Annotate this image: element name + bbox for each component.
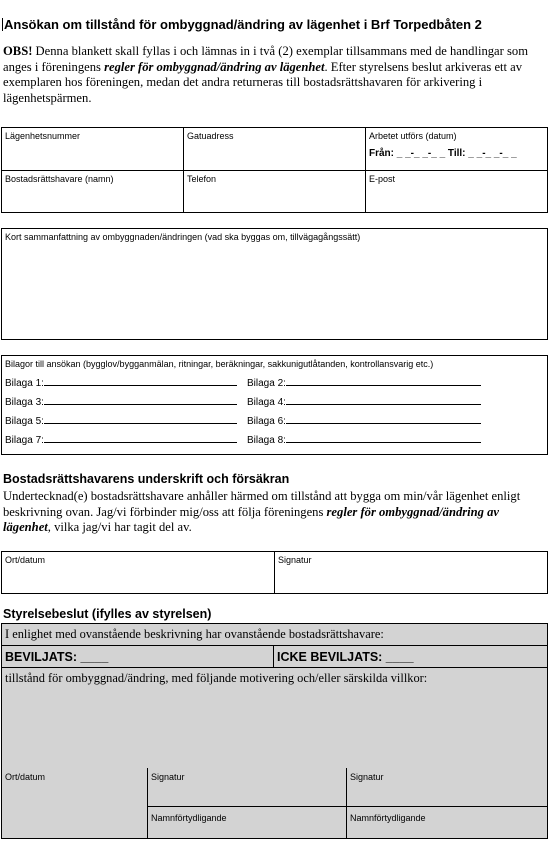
- holder-signature-field[interactable]: Signatur: [278, 555, 312, 565]
- work-date-label: Arbetet utförs (datum): [369, 131, 457, 141]
- obs-text-1: Denna blankett skall fyllas i och lämnas in i två (2) exemplar tillsammans med de handlingar som anges i föreningens: [3, 44, 528, 74]
- board-signature-2-field[interactable]: Signatur: [350, 772, 384, 782]
- certification-heading: Bostadsrättshavarens underskrift och försäkran: [3, 472, 290, 486]
- summary-label: Kort sammanfattning av ombyggnaden/ändringen (vad ska byggas om, tillvägagångssätt): [5, 232, 361, 242]
- document-title: [2, 17, 482, 32]
- not-approved-option[interactable]: ICKE BEVILJATS: ____: [277, 650, 414, 664]
- certification-text: Undertecknad(e) bostadsrättshavare anhåller härmed om tillstånd att bygga om min/vår lägenhet enligt beskrivning ovan. Jag/vi förbinder mig/oss att följa föreningens regler för ombyggnad/ändring av lägenhet, vilka jag/vi har tagit del av.: [3, 489, 521, 534]
- attachments-label: Bilagor till ansökan (bygglov/bygganmälan, ritningar, beräkningar, sakkunigutlåtanden, kontrollansvarig etc.): [5, 359, 434, 369]
- obs-notice: [3, 44, 546, 106]
- board-decision-divider: [273, 645, 274, 667]
- work-date-range-field[interactable]: Från: _ _-_ _-_ _ Till: _ _-_ _-_ _: [369, 148, 517, 159]
- board-name-clarification-1-field[interactable]: Namnförtydligande: [151, 813, 227, 823]
- attachment-7-field[interactable]: Bilaga 7:: [5, 434, 237, 446]
- text-cursor: [2, 18, 3, 31]
- holder-name-field[interactable]: Bostadsrättshavare (namn): [5, 174, 114, 184]
- approved-option[interactable]: BEVILJATS: ____: [5, 650, 109, 664]
- attachment-1-field[interactable]: Bilaga 1:: [5, 377, 237, 389]
- board-row-divider-2: [1, 667, 548, 668]
- obs-text-2: . Efter styrelsens beslut arkiveras ett av exemplaren hos föreningen, medan det andra returneras till bostadsrättshavaren för arkivering i lägenhetspärmen.: [3, 59, 523, 105]
- certification-emphasis: regler för ombyggnad/ändring av lägenhet: [3, 504, 500, 534]
- apartment-number-field[interactable]: Lägenhetsnummer: [5, 131, 81, 141]
- info-table-row-divider: [1, 170, 548, 171]
- attachment-6-field[interactable]: Bilaga 6:: [247, 415, 481, 427]
- board-signature-1-field[interactable]: Signatur: [151, 772, 185, 782]
- board-heading: Styrelsebeslut (ifylles av styrelsen): [3, 607, 212, 621]
- attachment-2-field[interactable]: Bilaga 2:: [247, 377, 481, 389]
- document-title-text: Ansökan om tillstånd för ombyggnad/ändring av lägenhet i Brf Torpedbåten 2: [4, 17, 482, 32]
- summary-box[interactable]: [1, 228, 548, 340]
- attachment-8-field[interactable]: Bilaga 8:: [247, 434, 481, 446]
- board-intro-text: I enlighet med ovanstående beskrivning har ovanstående bostadsrättshavare:: [5, 627, 384, 641]
- obs-label: OBS!: [3, 44, 33, 58]
- obs-emphasis: regler för ombyggnad/ändring av lägenhet: [104, 59, 325, 74]
- info-table-col-divider-2: [365, 127, 366, 213]
- board-sign-divider-1: [147, 768, 148, 839]
- board-sign-divider-2: [346, 768, 347, 839]
- board-row-divider-1: [1, 645, 548, 646]
- phone-field[interactable]: Telefon: [187, 174, 217, 184]
- attachment-4-field[interactable]: Bilaga 4:: [247, 396, 481, 408]
- permit-text: tillstånd för ombyggnad/ändring, med följande motivering och/eller särskilda villkor:: [5, 671, 428, 685]
- email-field[interactable]: E-post: [369, 174, 396, 184]
- signature-box-divider: [274, 551, 275, 594]
- holder-place-date-field[interactable]: Ort/datum: [5, 555, 46, 565]
- board-place-date-field[interactable]: Ort/datum: [5, 772, 46, 782]
- board-name-clarification-2-field[interactable]: Namnförtydligande: [350, 813, 426, 823]
- attachment-5-field[interactable]: Bilaga 5:: [5, 415, 237, 427]
- street-address-field[interactable]: Gatuadress: [187, 131, 234, 141]
- attachment-3-field[interactable]: Bilaga 3:: [5, 396, 237, 408]
- board-sign-row-divider: [147, 806, 548, 807]
- info-table-col-divider-1: [183, 127, 184, 213]
